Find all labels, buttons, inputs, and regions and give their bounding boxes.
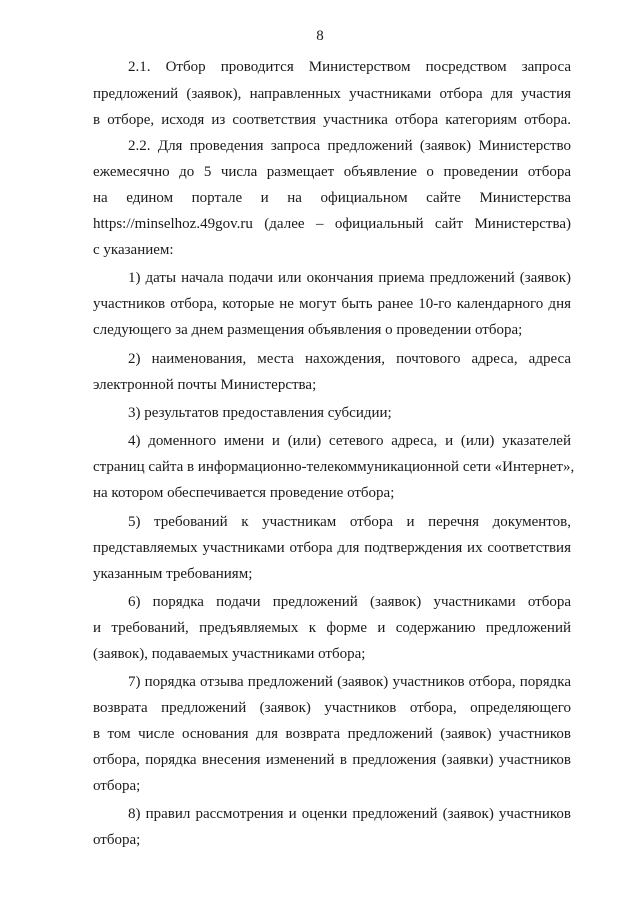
- text-line: в том числе основания для возврата предложений (заявок) участников: [93, 726, 571, 742]
- text-line: следующего за днем размещения объявления о проведении отбора;: [93, 322, 523, 338]
- text-line: ежемесячно до 5 числа размещает объявление о проведении отбора: [93, 164, 571, 180]
- text-line: 2.2. Для проведения запроса предложений (заявок) Министерство: [128, 138, 571, 154]
- text-line: отбора;: [93, 778, 141, 794]
- text-line: 3) результатов предоставления субсидии;: [128, 405, 392, 421]
- text-line: с указанием:: [93, 242, 174, 258]
- text-line: возврата предложений (заявок) участников отбора, определяющего: [93, 700, 571, 716]
- text-line: и требований, предъявляемых к форме и содержанию предложений: [93, 620, 571, 636]
- text-line: отбора;: [93, 832, 141, 848]
- text-line: предложений (заявок), направленных участниками отбора для участия: [93, 86, 571, 102]
- text-line: 2) наименования, места нахождения, почтового адреса, адреса: [128, 351, 571, 367]
- text-line: в отборе, исходя из соответствия участника отбора категориям отбора.: [93, 112, 571, 128]
- text-line: 4) доменного имени и (или) сетевого адреса, и (или) указателей: [128, 433, 571, 449]
- text-line: (заявок), подаваемых участниками отбора;: [93, 646, 366, 662]
- text-line: 6) порядка подачи предложений (заявок) участниками отбора: [128, 594, 571, 610]
- page-number: 8: [316, 28, 324, 44]
- text-line: на котором обеспечивается проведение отбора;: [93, 485, 395, 501]
- text-line: 1) даты начала подачи или окончания приема предложений (заявок): [128, 270, 571, 286]
- text-line: 8) правил рассмотрения и оценки предложений (заявок) участников: [128, 806, 571, 822]
- text-line: 2.1. Отбор проводится Министерством посредством запроса: [128, 59, 571, 75]
- text-line: представляемых участниками отбора для подтверждения их соответствия: [93, 540, 571, 556]
- text-line: 7) порядка отзыва предложений (заявок) участников отбора, порядка: [128, 674, 571, 690]
- text-line: участников отбора, которые не могут быть ранее 10-го календарного дня: [93, 296, 571, 312]
- text-line: 5) требований к участникам отбора и перечня документов,: [128, 514, 571, 530]
- text-line: https://minselhoz.49gov.ru (далее – официальный сайт Министерства): [93, 216, 571, 232]
- text-line: электронной почты Министерства;: [93, 377, 317, 393]
- text-line: указанным требованиям;: [93, 566, 253, 582]
- text-line: отбора, порядка внесения изменений в предложения (заявки) участников: [93, 752, 571, 768]
- text-line: страниц сайта в информационно-телекоммуникационной сети «Интернет»,: [93, 459, 575, 475]
- text-line: на едином портале и на официальном сайте Министерства: [93, 190, 571, 206]
